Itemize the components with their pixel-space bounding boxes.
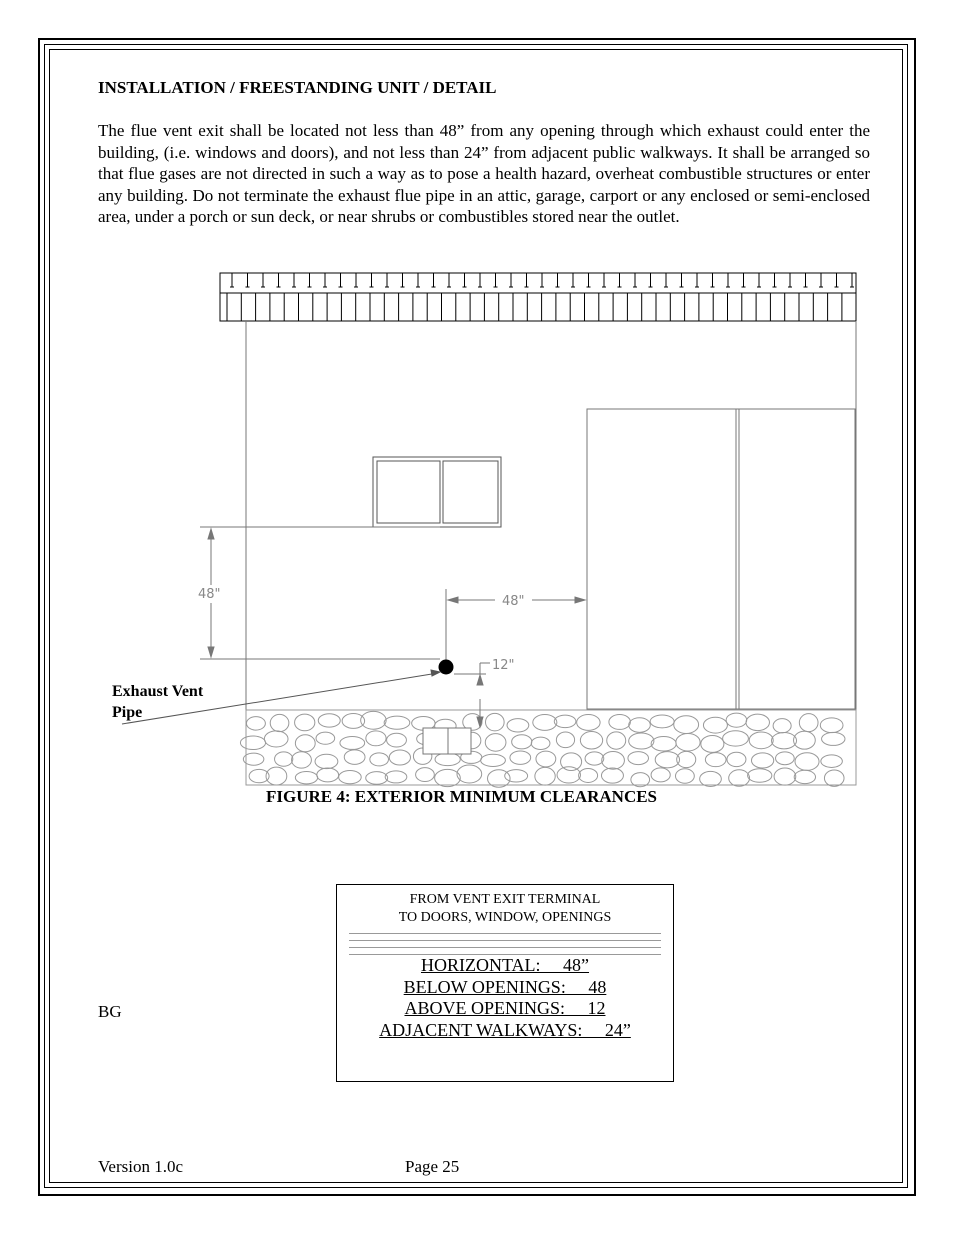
vent-exit-terminal xyxy=(439,660,454,675)
footer-version: Version 1.0c xyxy=(98,1157,183,1176)
door xyxy=(587,409,855,709)
dimension-vertical-48 xyxy=(200,527,440,659)
dimension-small-label: 12" xyxy=(492,658,515,673)
clearance-box-header-line2: TO DOORS, WINDOW, OPENINGS xyxy=(398,910,612,925)
clearance-values xyxy=(337,955,673,1041)
clearance-paragraph: The flue vent exit shall be located not less than 48” from any opening through which exhaust could enter the building, (i.e. windows and doors), and not less than 24” from adjacent public walkways. It shall be arranged so that flue gases are not directed in such a way as to pose a health hazard, overheat combustible structures or enter any building. Do not terminate the exhaust flue pipe in an attic, garage, carport or any enclosed or semi-enclosed area, under a porch or sun deck, or near shrubs or combustibles stored near the outlet. xyxy=(98,121,870,227)
side-note: BG xyxy=(98,1002,122,1021)
clearance-box-rules xyxy=(349,933,661,957)
figure-caption: FIGURE 4: EXTERIOR MINIMUM CLEARANCES xyxy=(266,787,658,806)
exhaust-vent-label-line1: Exhaust Vent xyxy=(112,683,204,700)
clearance-horizontal: HORIZONTAL: 48” xyxy=(420,955,590,975)
clearance-adjacent-walkways: ADJACENT WALKWAYS: 24” xyxy=(379,1019,631,1040)
exterior-clearance-drawing xyxy=(100,265,870,795)
clearance-box-header xyxy=(337,891,673,927)
exhaust-vent-label-line2: Pipe xyxy=(112,704,143,721)
section-heading: INSTALLATION / FREESTANDING UNIT / DETAIL xyxy=(98,78,497,97)
stone-foundation xyxy=(240,710,856,787)
dimension-small-12 xyxy=(454,663,490,727)
dimension-vertical-label: 48" xyxy=(198,587,221,602)
window xyxy=(373,457,501,527)
clearance-box-header-line1: FROM VENT EXIT TERMINAL xyxy=(409,892,601,907)
clearance-below-openings: BELOW OPENINGS: 48 xyxy=(403,976,607,997)
clearance-summary-box xyxy=(336,884,674,1082)
dimension-horizontal-label: 48" xyxy=(502,594,525,609)
footer-page-number: Page 25 xyxy=(405,1157,460,1176)
roof-shingles xyxy=(220,273,856,321)
exhaust-vent-label xyxy=(112,681,203,723)
clearance-above-openings: ABOVE OPENINGS: 12 xyxy=(404,998,606,1018)
